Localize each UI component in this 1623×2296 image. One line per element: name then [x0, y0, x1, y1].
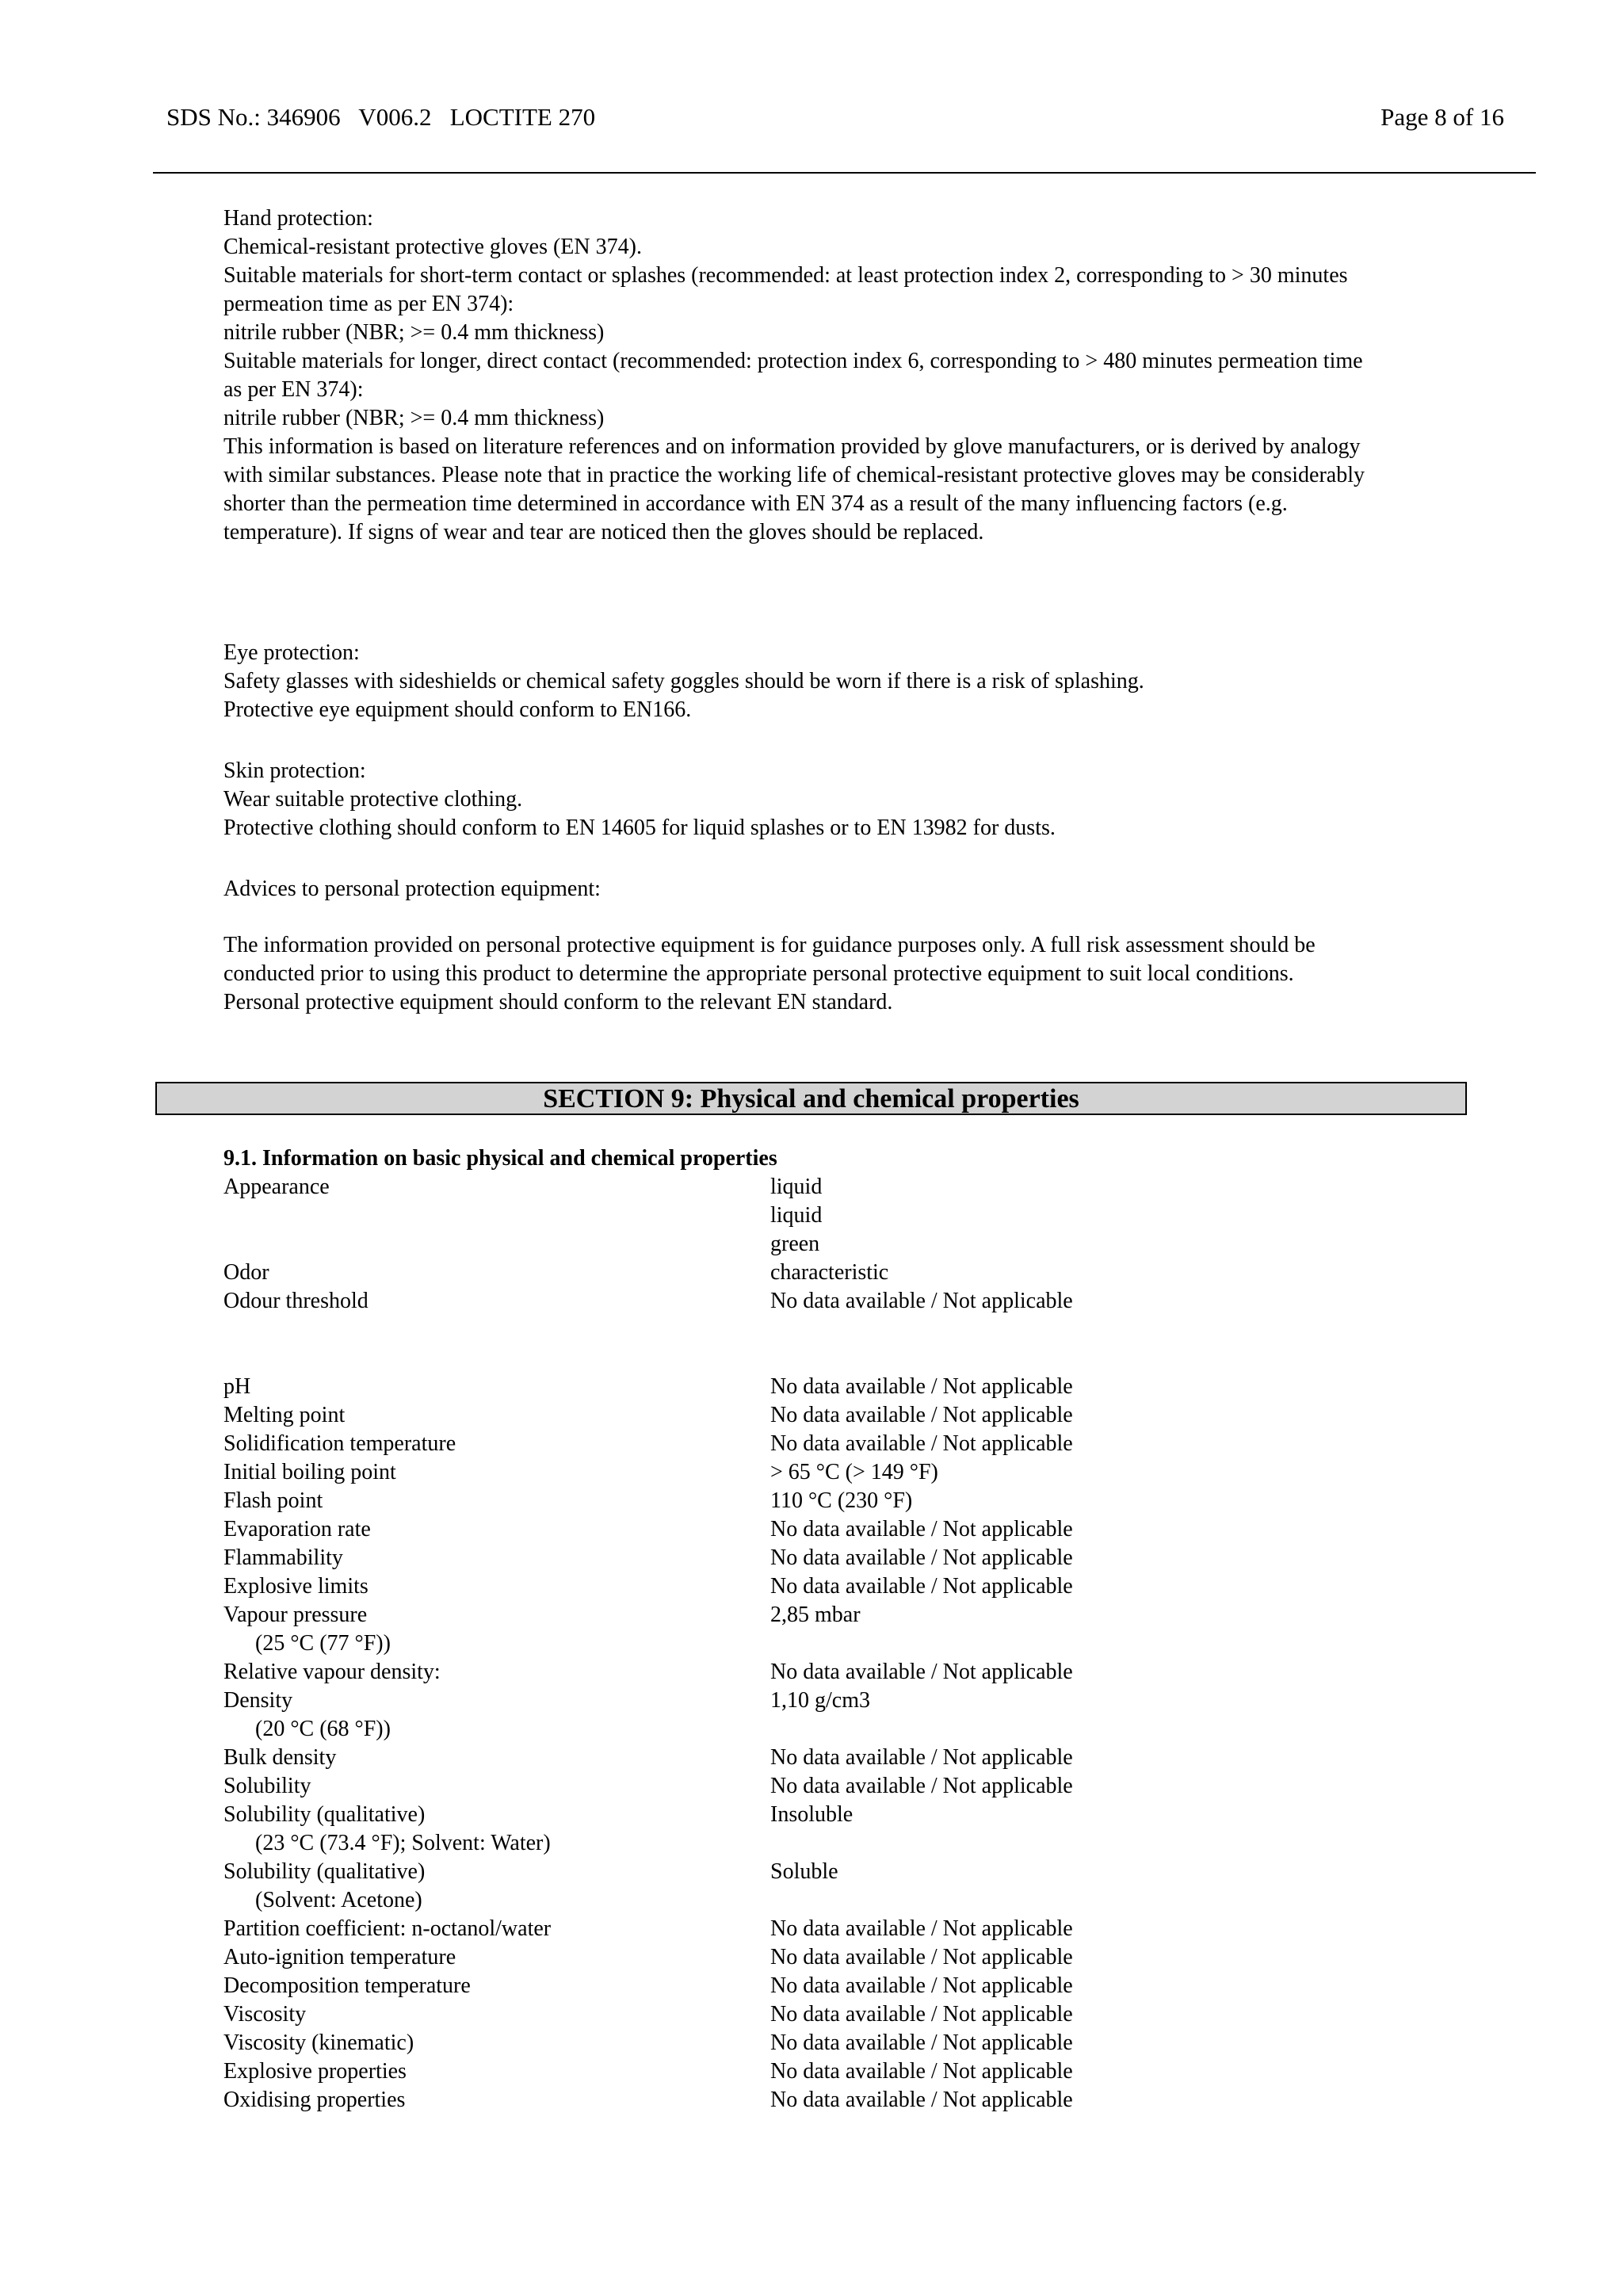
section-9-title-bar	[155, 1082, 1467, 1115]
property-label: (20 °C (68 °F))	[255, 1717, 391, 1741]
property-label: Vapour pressure	[223, 1603, 368, 1627]
property-row	[223, 1572, 1412, 1601]
section-9-title: SECTION 9: Physical and chemical properties	[543, 1084, 1079, 1114]
eye-protection-heading: Eye protection:	[223, 640, 360, 665]
advices-line: conducted prior to using this product to determine the appropriate personal protective equipment to suit local conditions.	[223, 961, 1294, 986]
page-number: Page 8 of 16	[1381, 103, 1504, 131]
property-row	[223, 1858, 1412, 1886]
property-value: characteristic	[770, 1260, 889, 1285]
property-row	[223, 1772, 1412, 1801]
hand-protection-line: shorter than the permeation time determined in accordance with EN 374 as a result of the many influencing factors (e.g.	[223, 491, 1288, 516]
skin-protection-line: Wear suitable protective clothing.	[223, 787, 523, 812]
property-row	[223, 1544, 1412, 1572]
property-row	[223, 2029, 1412, 2057]
property-row	[223, 1430, 1412, 1458]
property-value: No data available / Not applicable	[770, 2059, 1073, 2084]
property-value: No data available / Not applicable	[770, 1289, 1073, 1313]
property-label: Partition coefficient: n-octanol/water	[223, 1916, 552, 1941]
property-row	[223, 1601, 1412, 1629]
advices-text	[223, 931, 1515, 1017]
hand-protection-line: permeation time as per EN 374):	[223, 292, 514, 316]
property-row	[223, 1201, 1412, 1230]
property-value: No data available / Not applicable	[770, 1545, 1073, 1570]
property-label: Oxidising properties	[223, 2088, 406, 2112]
property-value: No data available / Not applicable	[770, 2030, 1073, 2055]
property-row	[223, 1886, 1412, 1915]
property-row	[223, 1829, 1412, 1858]
property-row	[223, 1915, 1412, 1943]
property-value: No data available / Not applicable	[770, 2002, 1073, 2027]
property-value: No data available / Not applicable	[770, 1660, 1073, 1684]
document-id: SDS No.: 346906 V006.2 LOCTITE 270	[166, 103, 596, 131]
property-value: 110 °C (230 °F)	[770, 1488, 913, 1513]
property-value: liquid	[770, 1175, 823, 1199]
property-value: No data available / Not applicable	[770, 1916, 1073, 1941]
page-header	[166, 103, 1504, 143]
hand-protection-line: nitrile rubber (NBR; >= 0.4 mm thickness)	[223, 406, 605, 430]
property-row	[223, 1801, 1412, 1829]
property-value: No data available / Not applicable	[770, 1374, 1073, 1399]
hand-protection-line: temperature). If signs of wear and tear are noticed then the gloves should be replaced.	[223, 520, 984, 544]
property-value: > 65 °C (> 149 °F)	[770, 1460, 938, 1484]
property-row	[223, 1259, 1412, 1287]
hand-protection-heading: Hand protection:	[223, 206, 373, 231]
property-label: Auto-ignition temperature	[223, 1945, 456, 1969]
properties-group-main	[223, 1373, 1412, 2115]
hand-protection-line: Chemical-resistant protective gloves (EN 374).	[223, 235, 642, 259]
property-value: No data available / Not applicable	[770, 1745, 1073, 1770]
eye-protection-line: Safety glasses with sideshields or chemical safety goggles should be worn if there is a risk of splashing.	[223, 669, 1144, 693]
property-label: Solubility	[223, 1774, 311, 1798]
properties-spacer	[223, 1316, 1412, 1373]
skin-protection-heading: Skin protection:	[223, 758, 366, 783]
property-row	[223, 1515, 1412, 1544]
property-value: Soluble	[770, 1859, 838, 1884]
property-label: Explosive properties	[223, 2059, 407, 2084]
advices-line: Personal protective equipment should conform to the relevant EN standard.	[223, 990, 893, 1014]
property-label: Solidification temperature	[223, 1431, 456, 1456]
property-label: (23 °C (73.4 °F); Solvent: Water)	[255, 1831, 551, 1855]
property-label: Relative vapour density:	[223, 1660, 441, 1684]
property-row	[223, 1373, 1412, 1401]
hand-protection-line: This information is based on literature references and on information provided by glove manufacturers, or is derived by analogy	[223, 434, 1361, 459]
property-value: green	[770, 1232, 820, 1256]
property-label: Decomposition temperature	[223, 1973, 471, 1998]
property-label: Melting point	[223, 1403, 346, 1427]
hand-protection-line: Suitable materials for short-term contact or splashes (recommended: at least protection index 2, corresponding to > 30 minutes	[223, 263, 1348, 288]
property-row	[223, 1458, 1412, 1487]
property-label: (Solvent: Acetone)	[255, 1888, 422, 1912]
hand-protection-line: as per EN 374):	[223, 377, 364, 402]
property-label: Density	[223, 1688, 293, 1713]
property-value: No data available / Not applicable	[770, 1574, 1073, 1599]
property-label: Solubility (qualitative)	[223, 1859, 426, 1884]
property-label: Appearance	[223, 1175, 330, 1199]
property-row	[223, 1173, 1412, 1201]
property-row	[223, 1715, 1412, 1744]
property-value: No data available / Not applicable	[770, 1517, 1073, 1541]
property-value: No data available / Not applicable	[770, 1945, 1073, 1969]
property-label: Viscosity	[223, 2002, 307, 2027]
property-row	[223, 1629, 1412, 1658]
property-row	[223, 1487, 1412, 1515]
property-label: Flammability	[223, 1545, 343, 1570]
property-label: Initial boiling point	[223, 1460, 396, 1484]
hand-protection-line: nitrile rubber (NBR; >= 0.4 mm thickness)	[223, 320, 605, 345]
property-row	[223, 1943, 1412, 1972]
property-row	[223, 1972, 1412, 2000]
property-label: Viscosity (kinematic)	[223, 2030, 414, 2055]
hand-protection-line: with similar substances. Please note that in practice the working life of chemical-resistant protective gloves may be considerably	[223, 463, 1365, 487]
hand-protection-block	[223, 204, 1515, 547]
skin-protection-line: Protective clothing should conform to EN 14605 for liquid splashes or to EN 13982 for dusts.	[223, 816, 1056, 840]
advices-heading: Advices to personal protection equipment:	[223, 877, 601, 901]
property-row	[223, 1658, 1412, 1687]
property-label: Odour threshold	[223, 1289, 369, 1313]
hand-protection-text	[223, 233, 1515, 547]
property-row	[223, 1401, 1412, 1430]
property-row	[223, 1687, 1412, 1715]
properties-group-appearance	[223, 1173, 1412, 1316]
property-value: Insoluble	[770, 1802, 854, 1827]
advices-heading-block	[223, 875, 1515, 904]
property-value: liquid	[770, 1203, 823, 1228]
property-value: No data available / Not applicable	[770, 2088, 1073, 2112]
skin-protection-text	[223, 785, 1515, 842]
property-label: Evaporation rate	[223, 1517, 371, 1541]
properties-subtitle: 9.1. Information on basic physical and chemical properties	[223, 1146, 777, 1171]
property-value: 2,85 mbar	[770, 1603, 861, 1627]
skin-protection-block	[223, 757, 1515, 842]
property-row	[223, 1287, 1412, 1316]
properties-table	[223, 1144, 1412, 2115]
property-value: No data available / Not applicable	[770, 1431, 1073, 1456]
header-divider	[153, 172, 1536, 174]
property-row	[223, 2057, 1412, 2086]
property-row	[223, 1744, 1412, 1772]
property-row	[223, 2000, 1412, 2029]
property-value: No data available / Not applicable	[770, 1403, 1073, 1427]
eye-protection-block	[223, 639, 1515, 724]
advices-line: The information provided on personal protective equipment is for guidance purposes only. A full risk assessment should be	[223, 933, 1316, 957]
property-value: 1,10 g/cm3	[770, 1688, 870, 1713]
property-label: Flash point	[223, 1488, 323, 1513]
hand-protection-line: Suitable materials for longer, direct contact (recommended: protection index 6, corresponding to > 480 minutes permeation time	[223, 349, 1363, 373]
eye-protection-line: Protective eye equipment should conform to EN166.	[223, 697, 692, 722]
property-value: No data available / Not applicable	[770, 1973, 1073, 1998]
property-row	[223, 2086, 1412, 2115]
property-label: pH	[223, 1374, 251, 1399]
property-label: Explosive limits	[223, 1574, 369, 1599]
property-label: Odor	[223, 1260, 269, 1285]
property-value: No data available / Not applicable	[770, 1774, 1073, 1798]
property-row	[223, 1230, 1412, 1259]
property-label: Solubility (qualitative)	[223, 1802, 426, 1827]
advices-text-block	[223, 931, 1515, 1017]
eye-protection-text	[223, 667, 1515, 724]
property-label: (25 °C (77 °F))	[255, 1631, 391, 1656]
property-label: Bulk density	[223, 1745, 337, 1770]
